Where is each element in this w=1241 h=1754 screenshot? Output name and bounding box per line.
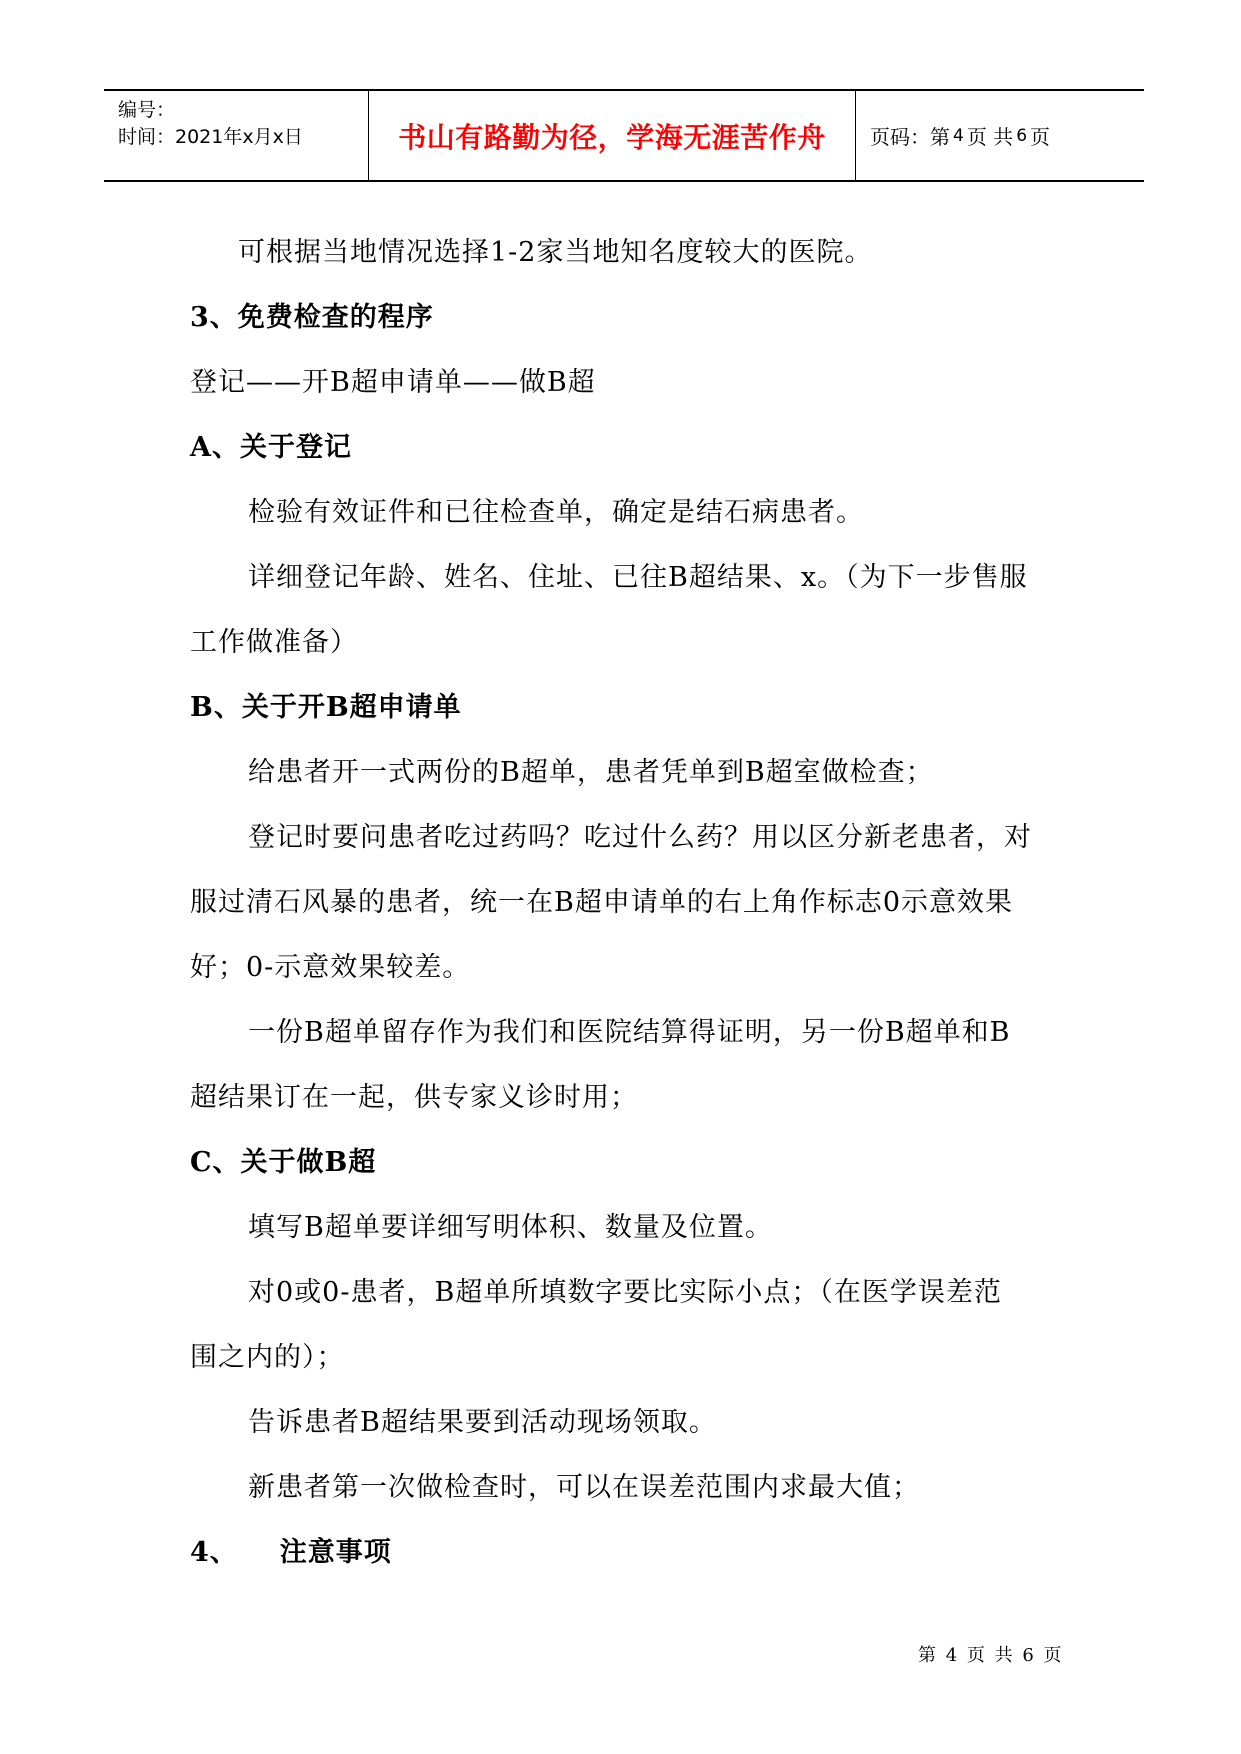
page-header <box>104 89 1144 182</box>
paragraph-continuation: 服过清石风暴的患者，统一在B超申请单的右上角作标志0示意效果 <box>190 887 1014 918</box>
page-prefix: 页码：第 <box>870 125 950 149</box>
section-number: 4、 <box>190 1537 238 1568</box>
paragraph-continuation: 超结果订在一起，供专家义诊时用； <box>190 1082 638 1113</box>
paragraph-continuation: 工作做准备） <box>190 627 358 658</box>
header-page-number <box>856 91 1144 180</box>
paragraph: 告诉患者B超结果要到活动现场领取。 <box>248 1407 717 1438</box>
date-label: 时间：2021年x月x日 <box>118 126 303 148</box>
paragraph: 填写B超单要详细写明体积、数量及位置。 <box>248 1212 773 1243</box>
paragraph: 检验有效证件和已往检查单，确定是结石病患者。 <box>248 497 864 528</box>
page-current: 4 <box>953 125 964 146</box>
paragraph: 给患者开一式两份的B超单，患者凭单到B超室做检查； <box>248 757 934 788</box>
section-heading <box>190 1520 1070 1585</box>
page-mid: 页 共 <box>966 125 1014 149</box>
document-body <box>190 220 1070 1585</box>
paragraph: 一份B超单留存作为我们和医院结算得证明，另一份B超单和B <box>248 1017 1011 1048</box>
subsection-heading: B、关于开B超申请单 <box>190 692 462 723</box>
paragraph: 可根据当地情况选择1-2家当地知名度较大的医院。 <box>238 237 873 268</box>
section-title: 注意事项 <box>279 1537 392 1568</box>
paragraph: 登记时要问患者吃过药吗？吃过什么药？用以区分新老患者，对 <box>248 822 1032 853</box>
section-heading: 3、免费检查的程序 <box>190 302 434 333</box>
header-middle-cell <box>369 91 856 180</box>
paragraph: 详细登记年龄、姓名、住址、已往B超结果、x。（为下一步售服 <box>248 562 1028 593</box>
serial-label: 编号： <box>118 99 176 121</box>
paragraph: 对0或0-患者，B超单所填数字要比实际小点；（在医学误差范 <box>248 1277 1002 1308</box>
header-motto: 书山有路勤为径，学海无涯苦作舟 <box>398 120 826 154</box>
page-total: 6 <box>1016 125 1028 146</box>
paragraph-continuation: 好；0-示意效果较差。 <box>190 952 471 983</box>
page-suffix: 页 <box>1030 125 1051 149</box>
paragraph-continuation: 围之内的）； <box>190 1342 345 1373</box>
page-footer: 第 4 页 共 6 页 <box>918 1645 1064 1666</box>
subsection-heading: C、关于做B超 <box>190 1147 377 1178</box>
header-left-cell <box>104 91 369 180</box>
paragraph: 登记——开B超申请单——做B超 <box>190 367 596 398</box>
subsection-heading: A、关于登记 <box>190 432 352 463</box>
paragraph: 新患者第一次做检查时，可以在误差范围内求最大值； <box>248 1472 920 1503</box>
